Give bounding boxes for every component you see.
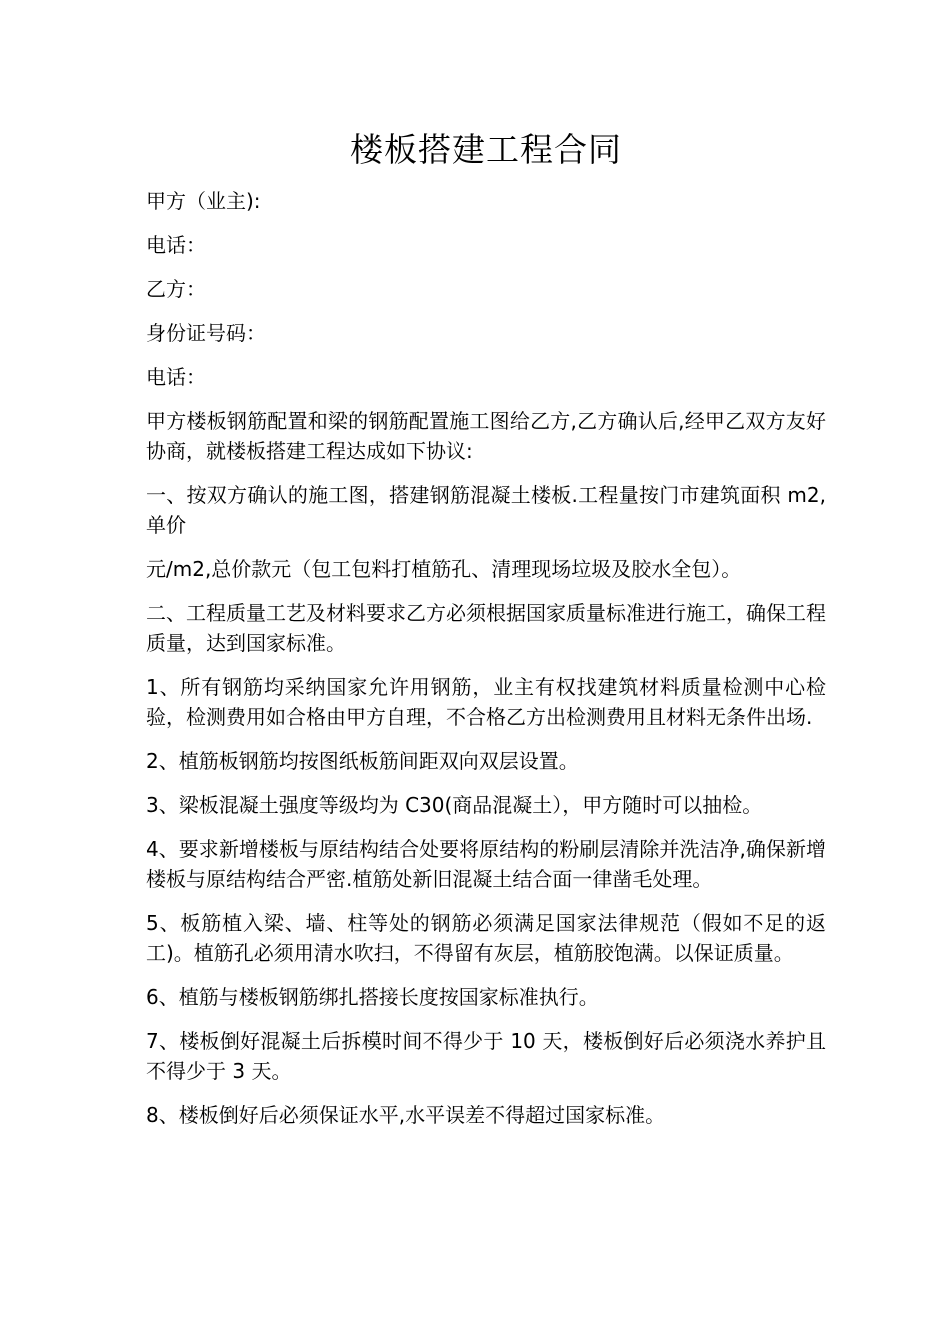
item-2-paragraph: 2、植筋板钢筋均按图纸板筋间距双向双层设置。 bbox=[146, 749, 579, 773]
party-a-field: 甲方（业主): bbox=[146, 189, 261, 213]
item-8-paragraph: 8、楼板倒好后必须保证水平,水平误差不得超过国家标准。 bbox=[146, 1103, 666, 1127]
clause-1-price-paragraph: 元/m2,总价款元（包工包料打植筋孔、清理现场垃圾及胶水全包）。 bbox=[146, 557, 742, 581]
item-3-paragraph: 3、梁板混凝土强度等级均为 C30(商品混凝土），甲方随时可以抽检。 bbox=[146, 793, 763, 817]
item-4-paragraph: 4、要求新增楼板与原结构结合处要将原结构的粉刷层清除并洗洁净,确保新增楼板与原结构结合严密.植筋处新旧混凝土结合面一律凿毛处理。 bbox=[146, 837, 826, 891]
party-b-phone-field: 电话： bbox=[146, 365, 206, 389]
clause-1-paragraph: 一、按双方确认的施工图，搭建钢筋混凝土楼板.工程量按门市建筑面积 m2,单价 bbox=[146, 483, 826, 537]
party-b-field: 乙方： bbox=[146, 277, 206, 301]
clause-2-paragraph: 二、工程质量工艺及材料要求乙方必须根据国家质量标准进行施工，确保工程质量，达到国家标准。 bbox=[146, 601, 826, 655]
party-b-id-field: 身份证号码： bbox=[146, 321, 266, 345]
item-6-paragraph: 6、植筋与楼板钢筋绑扎搭接长度按国家标准执行。 bbox=[146, 985, 599, 1009]
intro-paragraph: 甲方楼板钢筋配置和梁的钢筋配置施工图给乙方,乙方确认后,经甲乙双方友好协商，就楼板搭建工程达成如下协议: bbox=[146, 409, 826, 463]
document-page bbox=[146, 128, 826, 1144]
item-5-paragraph: 5、板筋植入梁、墙、柱等处的钢筋必须满足国家法律规范（假如不足的返工)。植筋孔必须用清水吹扫，不得留有灰层，植筋胶饱满。以保证质量。 bbox=[146, 911, 826, 965]
party-a-phone-field: 电话： bbox=[146, 233, 206, 257]
item-1-paragraph: 1、所有钢筋均采纳国家允许用钢筋，业主有权找建筑材料质量检测中心检验，检测费用如合格由甲方自理，不合格乙方出检测费用且材料无条件出场. bbox=[146, 675, 826, 729]
item-7-paragraph: 7、楼板倒好混凝土后拆模时间不得少于 10 天，楼板倒好后必须浇水养护且不得少于 3 天。 bbox=[146, 1029, 826, 1083]
document-title: 楼板搭建工程合同 bbox=[350, 130, 622, 169]
